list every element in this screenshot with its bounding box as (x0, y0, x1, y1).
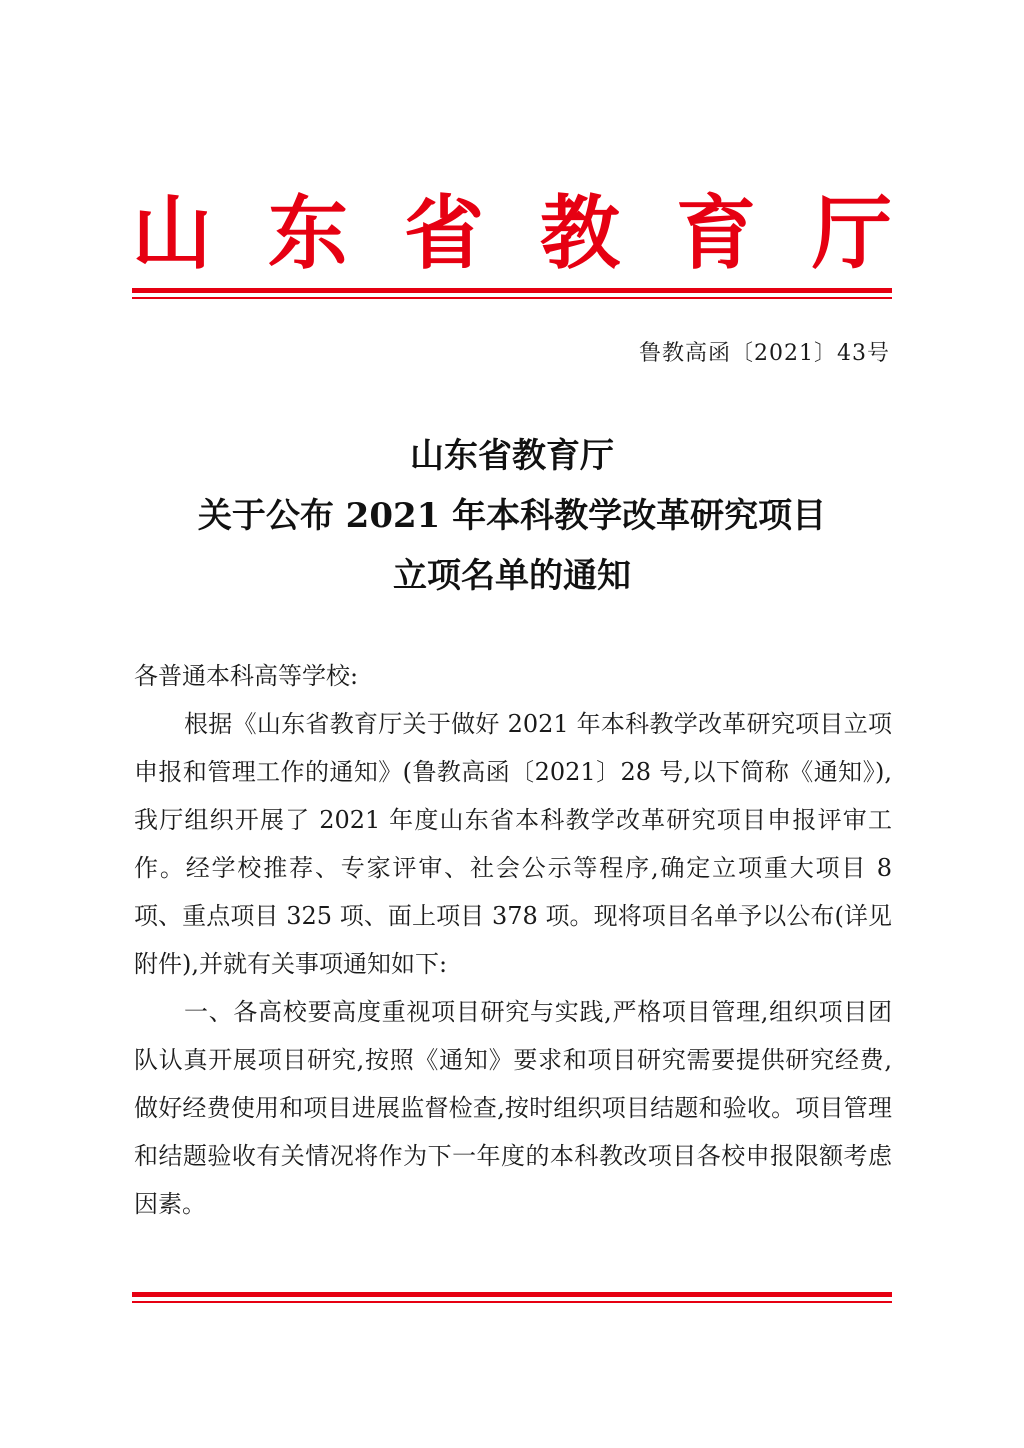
title-line-2: 关于公布 2021 年本科教学改革研究项目 (197, 496, 827, 536)
header-rule-thick (132, 288, 892, 293)
header-rule-thin (132, 297, 892, 299)
title-line-1: 山东省教育厅 (410, 436, 614, 476)
footer-rule-thin (132, 1301, 892, 1303)
salutation: 各普通本科高等学校: (134, 662, 359, 690)
document-number: 鲁教高函〔2021〕43号 (639, 341, 890, 366)
letterhead-char: 东 (268, 186, 348, 280)
letterhead-char: 山 (132, 186, 212, 280)
body-paragraph: 一、各高校要高度重视项目研究与实践,严格项目管理,组织项目团队认真开展项目研究,按照《通知》要求和项目研究需要提供研究经费,做好经费使用和项目进展监督检查,按时组织项目结题和验收。项目管理和结题验收有关情况将作为下一年度的本科教改项目各校申报限额考虑因素。 (134, 998, 892, 1218)
title-line-3: 立项名单的通知 (393, 556, 631, 596)
letterhead-char: 育 (676, 186, 756, 280)
letterhead-char: 厅 (812, 186, 892, 280)
document-body (134, 652, 892, 1228)
letterhead (132, 188, 892, 278)
footer-rule-thick (132, 1292, 892, 1297)
body-paragraph: 根据《山东省教育厅关于做好 2021 年本科教学改革研究项目立项申报和管理工作的通知》(鲁教高函〔2021〕28 号,以下简称《通知》),我厅组织开展了 2021 年度山东省本科教学改革研究项目申报评审工作。经学校推荐、专家评审、社会公示等程序,确定立项重大项目 8 项、重点项目 325 项、面上项目 378 项。现将项目名单予以公布(详见附件),并就有关事项通知如下: (134, 710, 892, 978)
letterhead-char: 省 (404, 186, 484, 280)
letterhead-char: 教 (540, 186, 620, 280)
